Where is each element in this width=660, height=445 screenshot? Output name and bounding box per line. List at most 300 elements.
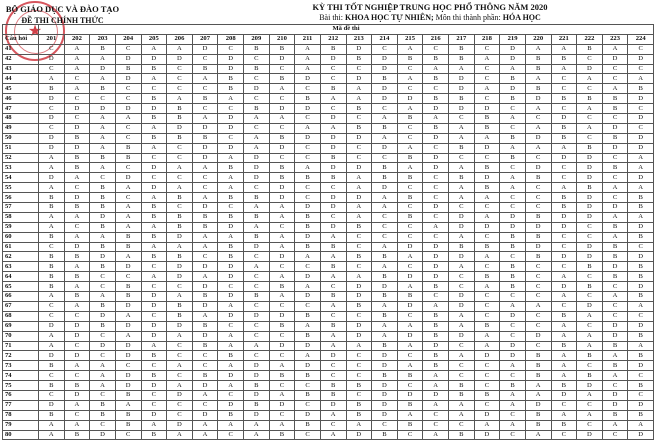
answer-cell: B (320, 292, 346, 302)
answer-cell: D (192, 381, 218, 391)
answer-cell: C (167, 74, 193, 84)
answer-cell: B (39, 252, 65, 262)
answer-cell: B (346, 381, 372, 391)
answer-cell: C (372, 222, 398, 232)
answer-cell: D (269, 183, 295, 193)
answer-cell: D (628, 282, 654, 292)
exam-code-222: 222 (577, 34, 603, 44)
answer-cell: A (397, 282, 423, 292)
table-row (3, 430, 654, 440)
answer-cell: D (372, 143, 398, 153)
answer-cell: C (449, 114, 475, 124)
exam-code-221: 221 (551, 34, 577, 44)
answer-cell: A (474, 331, 500, 341)
exam-code-215: 215 (397, 34, 423, 44)
answer-cell: A (628, 341, 654, 351)
answer-cell: B (602, 242, 628, 252)
question-number: 55 (3, 183, 39, 193)
exam-code-204: 204 (115, 34, 141, 44)
answer-cell: D (295, 104, 321, 114)
answer-cell: D (218, 114, 244, 124)
answer-cell: C (192, 252, 218, 262)
answer-cell: C (500, 104, 526, 114)
answer-cell: A (372, 331, 398, 341)
answer-cell: B (90, 153, 116, 163)
answer-cell: C (500, 193, 526, 203)
answer-cell: B (167, 252, 193, 262)
table-row (3, 390, 654, 400)
answer-cell: A (423, 371, 449, 381)
answer-cell: B (295, 212, 321, 222)
answer-cell: C (244, 282, 270, 292)
table-row (3, 114, 654, 124)
answer-cell: B (449, 94, 475, 104)
answer-cell: C (269, 351, 295, 361)
answer-cell: A (192, 272, 218, 282)
answer-cell: C (64, 311, 90, 321)
question-number: 48 (3, 114, 39, 124)
answer-cell: B (577, 282, 603, 292)
answer-cell: D (115, 371, 141, 381)
answer-cell: B (372, 74, 398, 84)
answer-cell: D (372, 390, 398, 400)
answer-cell: B (115, 282, 141, 292)
answer-cell: C (115, 133, 141, 143)
answer-cell: D (577, 430, 603, 440)
answer-cell: A (551, 371, 577, 381)
answer-cell: C (167, 400, 193, 410)
answer-cell: B (551, 420, 577, 430)
answer-cell: C (167, 143, 193, 153)
answer-cell: B (474, 114, 500, 124)
table-row (3, 104, 654, 114)
answer-cell: C (474, 203, 500, 213)
answer-cell: D (90, 64, 116, 74)
answer-cell: A (525, 381, 551, 391)
answer-cell: B (372, 371, 398, 381)
answer-cell: D (577, 381, 603, 391)
answer-cell: C (115, 193, 141, 203)
official-exam-label: ĐỀ THI CHÍNH THỨC (21, 16, 104, 25)
answer-cell: D (115, 381, 141, 391)
answer-cell: A (90, 361, 116, 371)
answer-cell: B (141, 430, 167, 440)
answer-cell: C (218, 430, 244, 440)
answer-cell: D (244, 84, 270, 94)
answer-cell: B (141, 212, 167, 222)
answer-cell: D (551, 114, 577, 124)
question-number: 57 (3, 203, 39, 213)
answer-cell: B (39, 282, 65, 292)
answer-cell: B (64, 203, 90, 213)
question-number: 52 (3, 153, 39, 163)
answer-cell: D (500, 341, 526, 351)
answer-cell: D (295, 74, 321, 84)
answer-cell: B (397, 173, 423, 183)
answer-cell: C (423, 193, 449, 203)
answer-cell: C (346, 114, 372, 124)
exam-code-203: 203 (90, 34, 116, 44)
answer-cell: A (295, 123, 321, 133)
table-row (3, 183, 654, 193)
answer-cell: A (372, 133, 398, 143)
answer-cell: B (115, 410, 141, 420)
answer-cell: C (269, 410, 295, 420)
table-row (3, 361, 654, 371)
answer-cell: A (192, 311, 218, 321)
answer-cell: A (500, 114, 526, 124)
answer-cell: C (64, 371, 90, 381)
answer-cell: C (551, 173, 577, 183)
answer-cell: C (218, 321, 244, 331)
answer-cell: D (269, 54, 295, 64)
question-number: 59 (3, 222, 39, 232)
answer-cell: D (115, 173, 141, 183)
answer-cell: D (474, 430, 500, 440)
answer-cell: D (602, 123, 628, 133)
answer-cell: B (397, 371, 423, 381)
answer-cell: D (474, 222, 500, 232)
answer-cell: A (167, 163, 193, 173)
answer-cell: A (218, 94, 244, 104)
answer-cell: B (90, 193, 116, 203)
answer-cell: D (295, 203, 321, 213)
answer-cell: A (397, 361, 423, 371)
answer-cell: B (551, 193, 577, 203)
answer-cell: A (602, 44, 628, 54)
answer-cell: D (64, 123, 90, 133)
answer-cell: D (372, 94, 398, 104)
answer-cell: D (320, 143, 346, 153)
answer-cell: C (577, 420, 603, 430)
answer-cell: D (423, 133, 449, 143)
answer-cell: C (90, 282, 116, 292)
answer-cell: D (115, 104, 141, 114)
answer-cell: A (141, 341, 167, 351)
answer-cell: B (525, 371, 551, 381)
answer-cell: D (320, 114, 346, 124)
answer-cell: B (346, 222, 372, 232)
answer-cell: B (551, 381, 577, 391)
answer-cell: C (525, 203, 551, 213)
table-row (3, 381, 654, 391)
answer-cell: D (577, 173, 603, 183)
answer-cell: A (449, 64, 475, 74)
answer-cell: D (244, 311, 270, 321)
answer-cell: D (64, 351, 90, 361)
answer-cell: A (474, 420, 500, 430)
question-number: 54 (3, 173, 39, 183)
answer-cell: B (269, 74, 295, 84)
answer-cell: B (90, 44, 116, 54)
answer-cell: A (90, 54, 116, 64)
answer-cell: D (295, 232, 321, 242)
answer-cell: C (397, 381, 423, 391)
answer-cell: D (218, 222, 244, 232)
answer-cell: B (295, 371, 321, 381)
answer-cell: A (500, 361, 526, 371)
answer-cell: D (167, 390, 193, 400)
answer-cell: B (423, 54, 449, 64)
answer-cell: C (167, 84, 193, 94)
answer-cell: C (602, 193, 628, 203)
table-row (3, 410, 654, 420)
answer-cell: B (90, 400, 116, 410)
answer-cell: B (628, 292, 654, 302)
answer-cell: C (397, 311, 423, 321)
answer-cell: C (577, 361, 603, 371)
answer-cell: A (320, 341, 346, 351)
answer-cell: A (449, 410, 475, 420)
table-row (3, 123, 654, 133)
answer-cell: A (167, 331, 193, 341)
answer-cell: A (269, 203, 295, 213)
answer-cell: C (141, 153, 167, 163)
answer-cell: B (64, 153, 90, 163)
answer-cell: A (397, 143, 423, 153)
answer-cell: A (500, 301, 526, 311)
answer-cell: B (269, 133, 295, 143)
answer-cell: C (244, 252, 270, 262)
answer-cell: A (449, 232, 475, 242)
answer-cell: D (320, 222, 346, 232)
answer-cell: D (628, 430, 654, 440)
answer-cell: A (346, 212, 372, 222)
answer-cell: D (577, 153, 603, 163)
answer-cell: D (525, 400, 551, 410)
answer-cell: D (167, 123, 193, 133)
answer-cell: C (295, 153, 321, 163)
answer-cell: B (500, 232, 526, 242)
answer-cell: A (244, 133, 270, 143)
answer-cell: C (295, 114, 321, 124)
answer-cell: A (449, 351, 475, 361)
answer-cell: C (269, 64, 295, 74)
answer-cell: D (218, 311, 244, 321)
answer-cell: A (500, 143, 526, 153)
answer-cell: C (525, 262, 551, 272)
answer-cell: C (449, 371, 475, 381)
exam-code-201: 201 (39, 34, 65, 44)
answer-cell: C (397, 183, 423, 193)
answer-cell: C (449, 420, 475, 430)
answer-cell: A (577, 74, 603, 84)
answer-cell: B (474, 242, 500, 252)
answer-cell: D (423, 262, 449, 272)
answer-cell: A (192, 114, 218, 124)
question-number: 64 (3, 272, 39, 282)
answer-cell: C (320, 282, 346, 292)
answer-cell: D (449, 222, 475, 232)
answer-cell: D (90, 311, 116, 321)
answer-cell: D (167, 232, 193, 242)
answer-cell: D (628, 114, 654, 124)
answer-cell: C (551, 430, 577, 440)
answer-cell: D (449, 74, 475, 84)
answer-cell: A (449, 163, 475, 173)
answer-cell: D (90, 104, 116, 114)
answer-cell: C (295, 183, 321, 193)
answer-cell: A (628, 212, 654, 222)
answer-cell: D (269, 104, 295, 114)
answer-cell: A (218, 381, 244, 391)
answer-cell: A (64, 420, 90, 430)
answer-cell: C (192, 400, 218, 410)
answer-cell: A (269, 420, 295, 430)
answer-cell: D (320, 133, 346, 143)
answer-cell: D (141, 381, 167, 391)
answer-cell: D (397, 301, 423, 311)
answer-cell: A (218, 341, 244, 351)
answer-cell: A (551, 272, 577, 282)
answer-cell: D (39, 143, 65, 153)
subject-label: Môn thi thành phần: (435, 13, 501, 22)
answer-cell: B (397, 400, 423, 410)
answer-cell: B (372, 341, 398, 351)
answer-cell: C (295, 143, 321, 153)
answer-cell: C (474, 74, 500, 84)
answer-cell: B (218, 193, 244, 203)
answer-cell: D (64, 390, 90, 400)
answer-cell: C (244, 74, 270, 84)
answer-cell: B (397, 212, 423, 222)
answer-cell: C (64, 94, 90, 104)
answer-cell: C (525, 183, 551, 193)
answer-cell: A (449, 193, 475, 203)
answer-cell: B (141, 203, 167, 213)
answer-cell: A (39, 430, 65, 440)
answer-cell: B (397, 292, 423, 302)
answer-cell: B (423, 94, 449, 104)
answer-cell: C (244, 272, 270, 282)
answer-cell: A (474, 193, 500, 203)
answer-cell: A (551, 44, 577, 54)
answer-cell: C (115, 94, 141, 104)
answer-cell: B (192, 371, 218, 381)
answer-cell: D (628, 143, 654, 153)
answer-cell: C (295, 400, 321, 410)
answer-cell: B (39, 203, 65, 213)
question-number: 75 (3, 381, 39, 391)
answer-cell: D (295, 361, 321, 371)
answer-cell: B (90, 410, 116, 420)
answer-cell: B (372, 311, 398, 321)
answer-cell: B (192, 292, 218, 302)
answer-cell: A (320, 301, 346, 311)
answer-cell: D (602, 262, 628, 272)
answer-cell: B (295, 390, 321, 400)
answer-cell: C (64, 114, 90, 124)
answer-cell: D (628, 133, 654, 143)
answer-cell: C (269, 381, 295, 391)
answer-cell: A (423, 400, 449, 410)
answer-cell: B (423, 351, 449, 361)
question-number: 47 (3, 104, 39, 114)
answer-cell: C (525, 292, 551, 302)
answer-cell: B (90, 242, 116, 252)
answer-cell: B (39, 361, 65, 371)
exam-name: KHOA HỌC TỰ NHIÊN; (344, 13, 434, 22)
answer-cell: A (90, 163, 116, 173)
answer-cell: A (423, 114, 449, 124)
answer-cell: B (346, 54, 372, 64)
answer-cell: A (525, 390, 551, 400)
answer-cell: D (269, 193, 295, 203)
answer-cell: C (346, 64, 372, 74)
table-row (3, 301, 654, 311)
answer-cell: B (423, 331, 449, 341)
answer-cell: B (602, 410, 628, 420)
answer-cell: B (628, 262, 654, 272)
answer-cell: D (167, 262, 193, 272)
answer-cell: C (90, 173, 116, 183)
answer-cell: B (628, 203, 654, 213)
answer-cell: A (474, 212, 500, 222)
answer-cell: A (602, 84, 628, 94)
answer-cell: A (577, 123, 603, 133)
answer-cell: A (244, 341, 270, 351)
exam-code-row (3, 34, 654, 44)
answer-cell: B (167, 104, 193, 114)
answer-cell: B (39, 262, 65, 272)
answer-cell: C (500, 123, 526, 133)
table-row (3, 262, 654, 272)
answer-cell: C (500, 331, 526, 341)
answer-cell: D (192, 153, 218, 163)
answer-cell: A (218, 232, 244, 242)
answer-cell: D (423, 104, 449, 114)
answer-cell: B (141, 64, 167, 74)
answer-cell: B (141, 232, 167, 242)
answer-cell: C (423, 143, 449, 153)
answer-cell: A (397, 44, 423, 54)
answer-cell: C (577, 222, 603, 232)
answer-cell: B (269, 173, 295, 183)
answer-cell: A (628, 183, 654, 193)
answer-cell: A (551, 292, 577, 302)
answer-cell: A (64, 301, 90, 311)
question-number: 79 (3, 420, 39, 430)
answer-cell: C (167, 203, 193, 213)
answer-cell: C (628, 371, 654, 381)
answer-cell: B (141, 133, 167, 143)
answer-cell: A (320, 331, 346, 341)
answer-cell: B (551, 123, 577, 133)
answer-cell: D (320, 54, 346, 64)
answer-cell: B (244, 212, 270, 222)
answer-cell: D (39, 351, 65, 361)
answer-cell: C (602, 173, 628, 183)
answer-cell: B (602, 252, 628, 262)
exam-code-header: Mã đề thi (39, 25, 654, 35)
answer-cell: C (628, 64, 654, 74)
answer-cell: A (115, 183, 141, 193)
question-number: 69 (3, 321, 39, 331)
answer-cell: A (218, 301, 244, 311)
answer-cell: C (39, 311, 65, 321)
question-column-header: Câu hỏi (3, 34, 39, 44)
answer-cell: A (39, 331, 65, 341)
answer-cell: B (372, 272, 398, 282)
answer-cell: B (141, 351, 167, 361)
answer-cell: A (64, 262, 90, 272)
answer-cell: A (628, 301, 654, 311)
answer-cell: D (90, 430, 116, 440)
table-row (3, 420, 654, 430)
answer-cell: A (320, 272, 346, 282)
answer-cell: D (346, 282, 372, 292)
answer-cell: D (372, 410, 398, 420)
